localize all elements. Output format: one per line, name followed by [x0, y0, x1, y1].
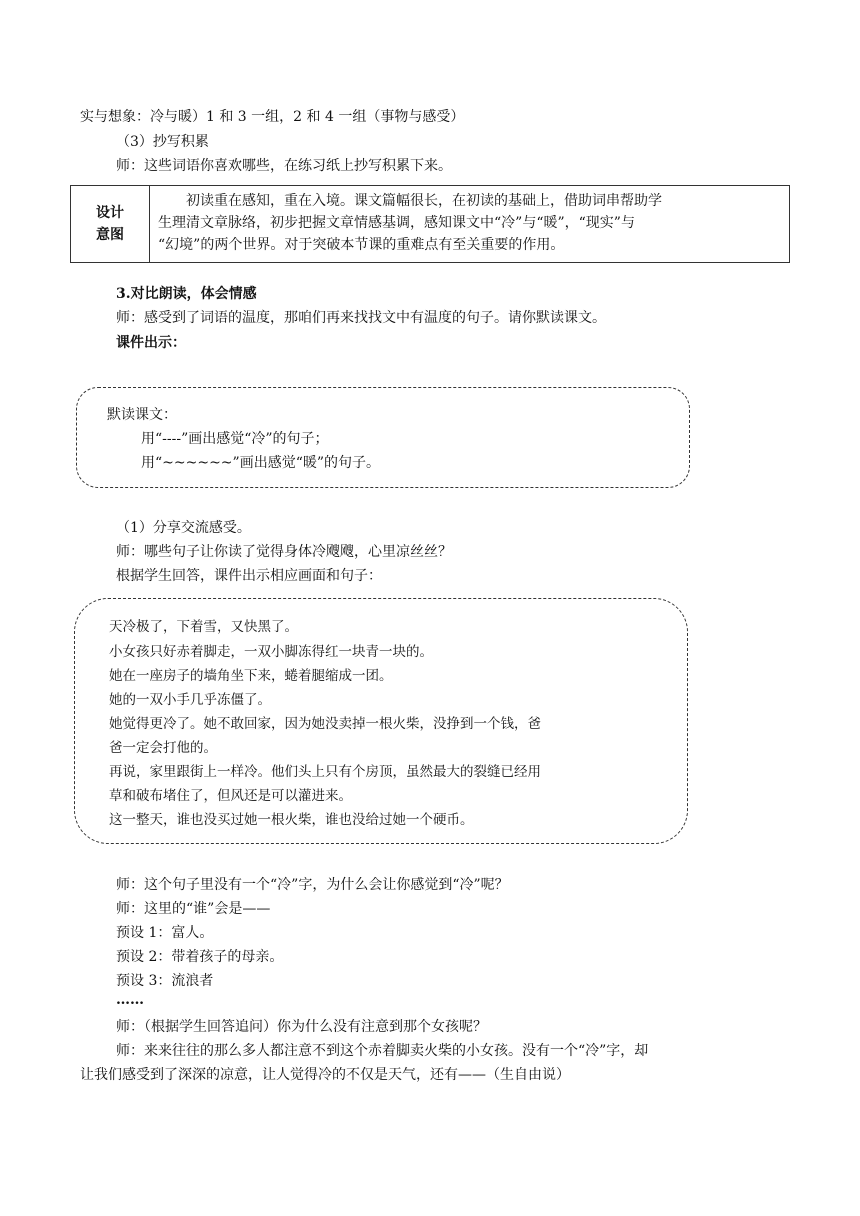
label-bottom: 意图	[96, 227, 124, 243]
text-line: 根据学生回答，课件出示相应画面和句子：	[116, 568, 382, 584]
design-intent-content	[150, 186, 789, 262]
quote-line: 她在一座房子的墙角坐下来，蜷着腿缩成一团。	[109, 668, 393, 684]
text-line: 预设 1：富人。	[116, 925, 214, 941]
text-line: 师：这些词语你喜欢哪些，在练习纸上抄写积累下来。	[116, 158, 452, 174]
reading-task-box	[76, 387, 690, 488]
text-line: 师：这里的“谁”会是——	[116, 901, 271, 917]
quote-line: 爸一定会打他的。	[109, 740, 217, 756]
text-line: （1）分享交流感受。	[116, 520, 251, 536]
quote-line: 她觉得更冷了。她不敢回家，因为她没卖掉一根火柴，没挣到一个钱，爸	[109, 716, 541, 732]
text-line: 师：（根据学生回答追问）你为什么没有注意到那个女孩呢？	[116, 1019, 487, 1035]
box-line: 用“----”画出感觉“冷”的句子；	[141, 431, 329, 447]
text-line: 预设 3：流浪者	[116, 973, 214, 989]
courseware-label: 课件出示：	[116, 335, 186, 351]
quote-line: 她的一双小手几乎冻僵了。	[109, 692, 271, 708]
quoted-sentences-box	[74, 598, 688, 844]
box-title: 默读课文：	[107, 407, 177, 423]
text-line: （3）抄写积累	[116, 134, 209, 150]
design-intent-label	[71, 186, 150, 262]
text-line: 实与想象：冷与暖）1 和 3 一组，2 和 4 一组（事物与感受）	[80, 109, 465, 125]
label-top: 设计	[96, 205, 124, 221]
quote-line: 再说，家里跟街上一样冷。他们头上只有个房顶，虽然最大的裂缝已经用	[109, 764, 541, 780]
quote-line: 草和破布堵住了，但风还是可以灌进来。	[109, 788, 352, 804]
ellipsis: ……	[116, 992, 144, 1008]
text-line: 师：哪些句子让你读了觉得身体冷飕飕，心里凉丝丝？	[116, 544, 452, 560]
content-line: “幻境”的两个世界。对于突破本节课的重难点有至关重要的作用。	[158, 237, 565, 253]
text-line: 师：感受到了词语的温度，那咱们再来找找文中有温度的句子。请你默读课文。	[116, 310, 606, 326]
box-line: 用“~~~~~~”画出感觉“暖”的句子。	[141, 455, 381, 471]
quote-line: 这一整天，谁也没买过她一根火柴，谁也没给过她一个硬币。	[109, 812, 474, 828]
section-heading: 3.对比朗读，体会情感	[116, 286, 257, 302]
text-line: 师：这个句子里没有一个“冷”字，为什么会让你感觉到“冷”呢？	[116, 877, 509, 893]
text-line: 让我们感受到了深深的凉意，让人觉得冷的不仅是天气，还有——（生自由说）	[80, 1067, 570, 1083]
quote-line: 天冷极了，下着雪，又快黑了。	[109, 619, 298, 635]
quote-line: 小女孩只好赤着脚走，一双小脚冻得红一块青一块的。	[109, 644, 433, 660]
content-line: 初读重在感知，重在入境。课文篇幅很长，在初读的基础上，借助词串帮助学	[186, 193, 662, 209]
content-line: 生理清文章脉络，初步把握文章情感基调，感知课文中“冷”与“暖”，“现实”与	[158, 215, 635, 231]
design-intent-table	[70, 185, 790, 263]
text-line: 师：来来往往的那么多人都注意不到这个赤着脚卖火柴的小女孩。没有一个“冷”字，却	[116, 1043, 649, 1059]
text-line: 预设 2：带着孩子的母亲。	[116, 949, 284, 965]
